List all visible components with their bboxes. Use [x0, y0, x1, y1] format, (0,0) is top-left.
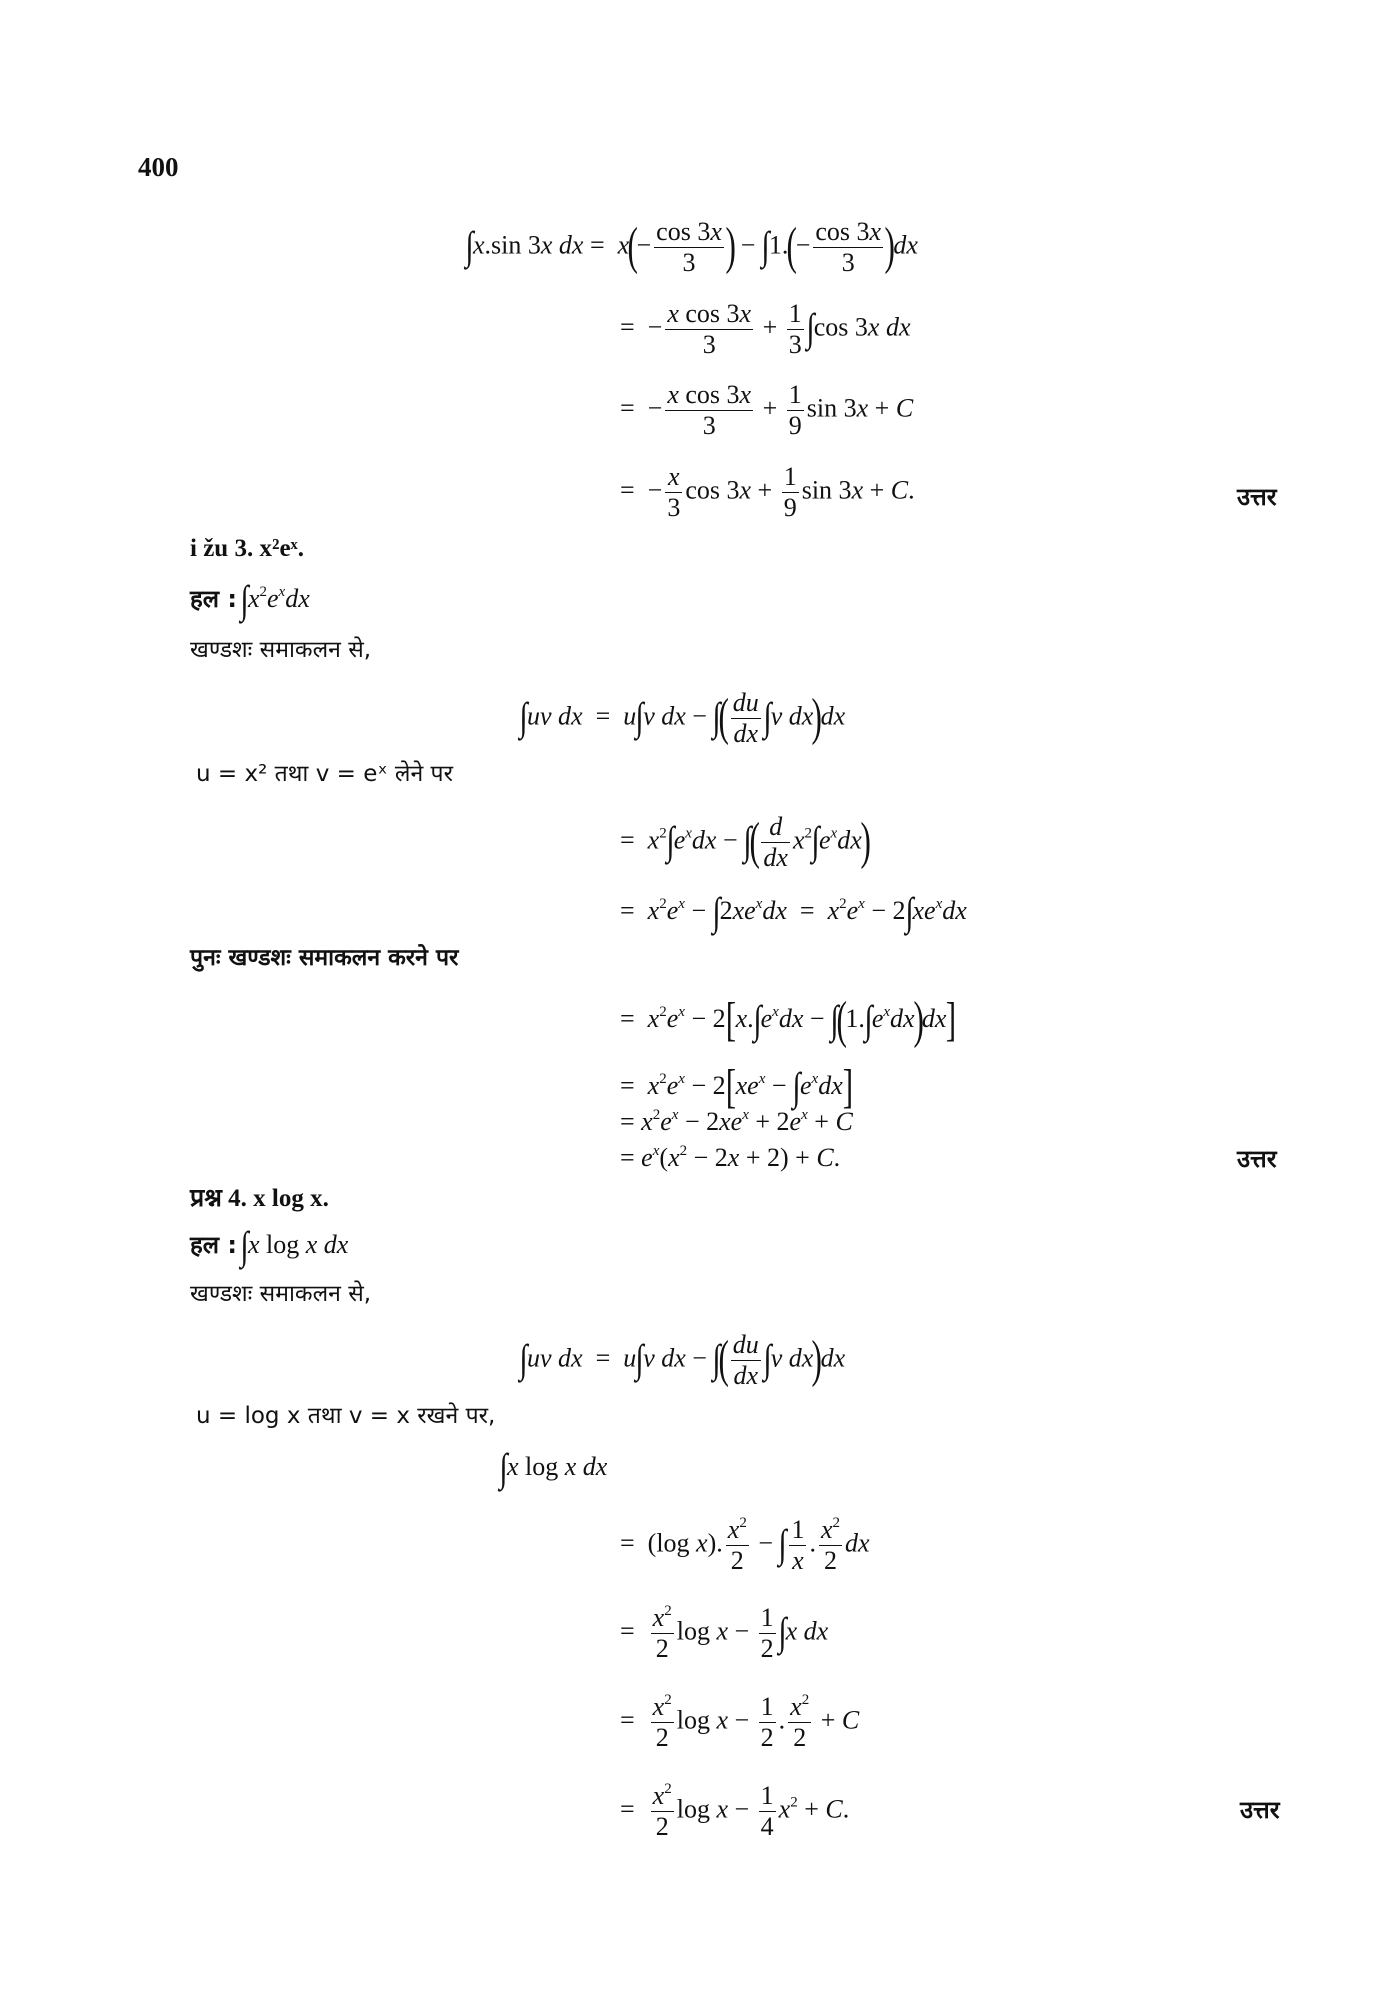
- q3-step3: = $x^2e^x - 2[x.\int e^xdx - \int(1.\int e^xdx)dx]$: [620, 992, 957, 1049]
- q3-step2: = $x^2e^x - \int 2xe^xdx = x^2e^x - 2\int xe^xdx$: [620, 889, 967, 934]
- page-number: 400: [138, 152, 179, 182]
- solution-label: हल :: [190, 1231, 237, 1259]
- q4-method-text: खण्डशः समाकलन से,: [190, 1281, 372, 1307]
- equation-xsin3x-line3: = − $\frac{\text{x cos 3x}}{3}$ + $\frac{1}{9}$ sin 3x + C: [620, 380, 914, 440]
- q4-step2: = $\frac{x^2}{2}$ log x − $\frac{1}{2}$ ∫x dx: [620, 1603, 829, 1663]
- q3-step6: = $e^x(x^2 - 2x + 2) + C$.: [620, 1143, 841, 1172]
- solution-label: हल :: [190, 585, 237, 613]
- q4-step4: = $\frac{x^2}{2}$ log x − $\frac{1}{4}$ $x^2 + C$.: [620, 1781, 850, 1841]
- equation-xsin3x-line1: ∫x.sin 3x dx = x(− $\frac{\cos 3x}{3}$ ) − ∫1.(− $\frac{\cos 3x}{3}$ )dx: [465, 217, 918, 277]
- q4-integral-restated: ∫x log x dx: [499, 1445, 608, 1490]
- answer-label: उत्तर: [1240, 1796, 1280, 1824]
- q4-integral: ∫x log x dx: [240, 1223, 349, 1268]
- equation-xsin3x-line4: = − $\frac{x}{3}$ cos 3x + $\frac{1}{9}$ sin 3x + C.: [620, 462, 915, 522]
- q4-solution-line: [190, 1223, 349, 1268]
- q4-step1: = (log x). $\frac{x^2}{2}$ − ∫ $\frac{1}{x}$ . $\frac{x^2}{2}$ dx: [620, 1515, 870, 1575]
- q3-again-text: पुनः खण्डशः समाकलन करने पर: [190, 945, 459, 971]
- question-3-heading: i žu 3. x²eˣ.: [190, 535, 304, 562]
- q3-step1: = $x^2\int e^xdx$ − ∫( $\frac{d}{dx}$ $x^2\int e^xdx$): [620, 812, 871, 872]
- q4-step3: = $\frac{x^2}{2}$ log x − $\frac{1}{2}$ . $\frac{x^2}{2}$ + C: [620, 1692, 860, 1752]
- equation-xsin3x-line2: = − $\frac{\text{x cos 3x}}{3}$ + $\frac{1}{3}$ ∫cos 3x dx: [620, 299, 911, 359]
- q3-integral: $\int x^2e^xdx$: [240, 577, 310, 622]
- q3-step4: = $x^2e^x - 2[xe^x - \int e^xdx]$: [620, 1060, 853, 1113]
- q3-parts-formula: ∫uv dx = u∫v dx − ∫( $\frac{du}{dx}$ ∫v dx)dx: [519, 688, 846, 748]
- q4-parts-formula: ∫uv dx = u∫v dx − ∫( $\frac{du}{dx}$ ∫v dx)dx: [519, 1330, 846, 1390]
- answer-label: उत्तर: [1237, 1145, 1277, 1173]
- q3-step5: = $x^2e^x - 2xe^x + 2e^x + C$: [620, 1107, 853, 1136]
- q3-solution-line: [190, 577, 310, 622]
- q3-substitution-text: u = x² तथा v = eˣ लेने पर: [196, 761, 454, 787]
- answer-label: उत्तर: [1237, 483, 1277, 511]
- q3-method-text: खण्डशः समाकलन से,: [190, 637, 372, 663]
- question-4-heading: प्रश्न 4. x log x.: [190, 1185, 329, 1212]
- q4-substitution-text: u = log x तथा v = x रखने पर,: [196, 1403, 496, 1429]
